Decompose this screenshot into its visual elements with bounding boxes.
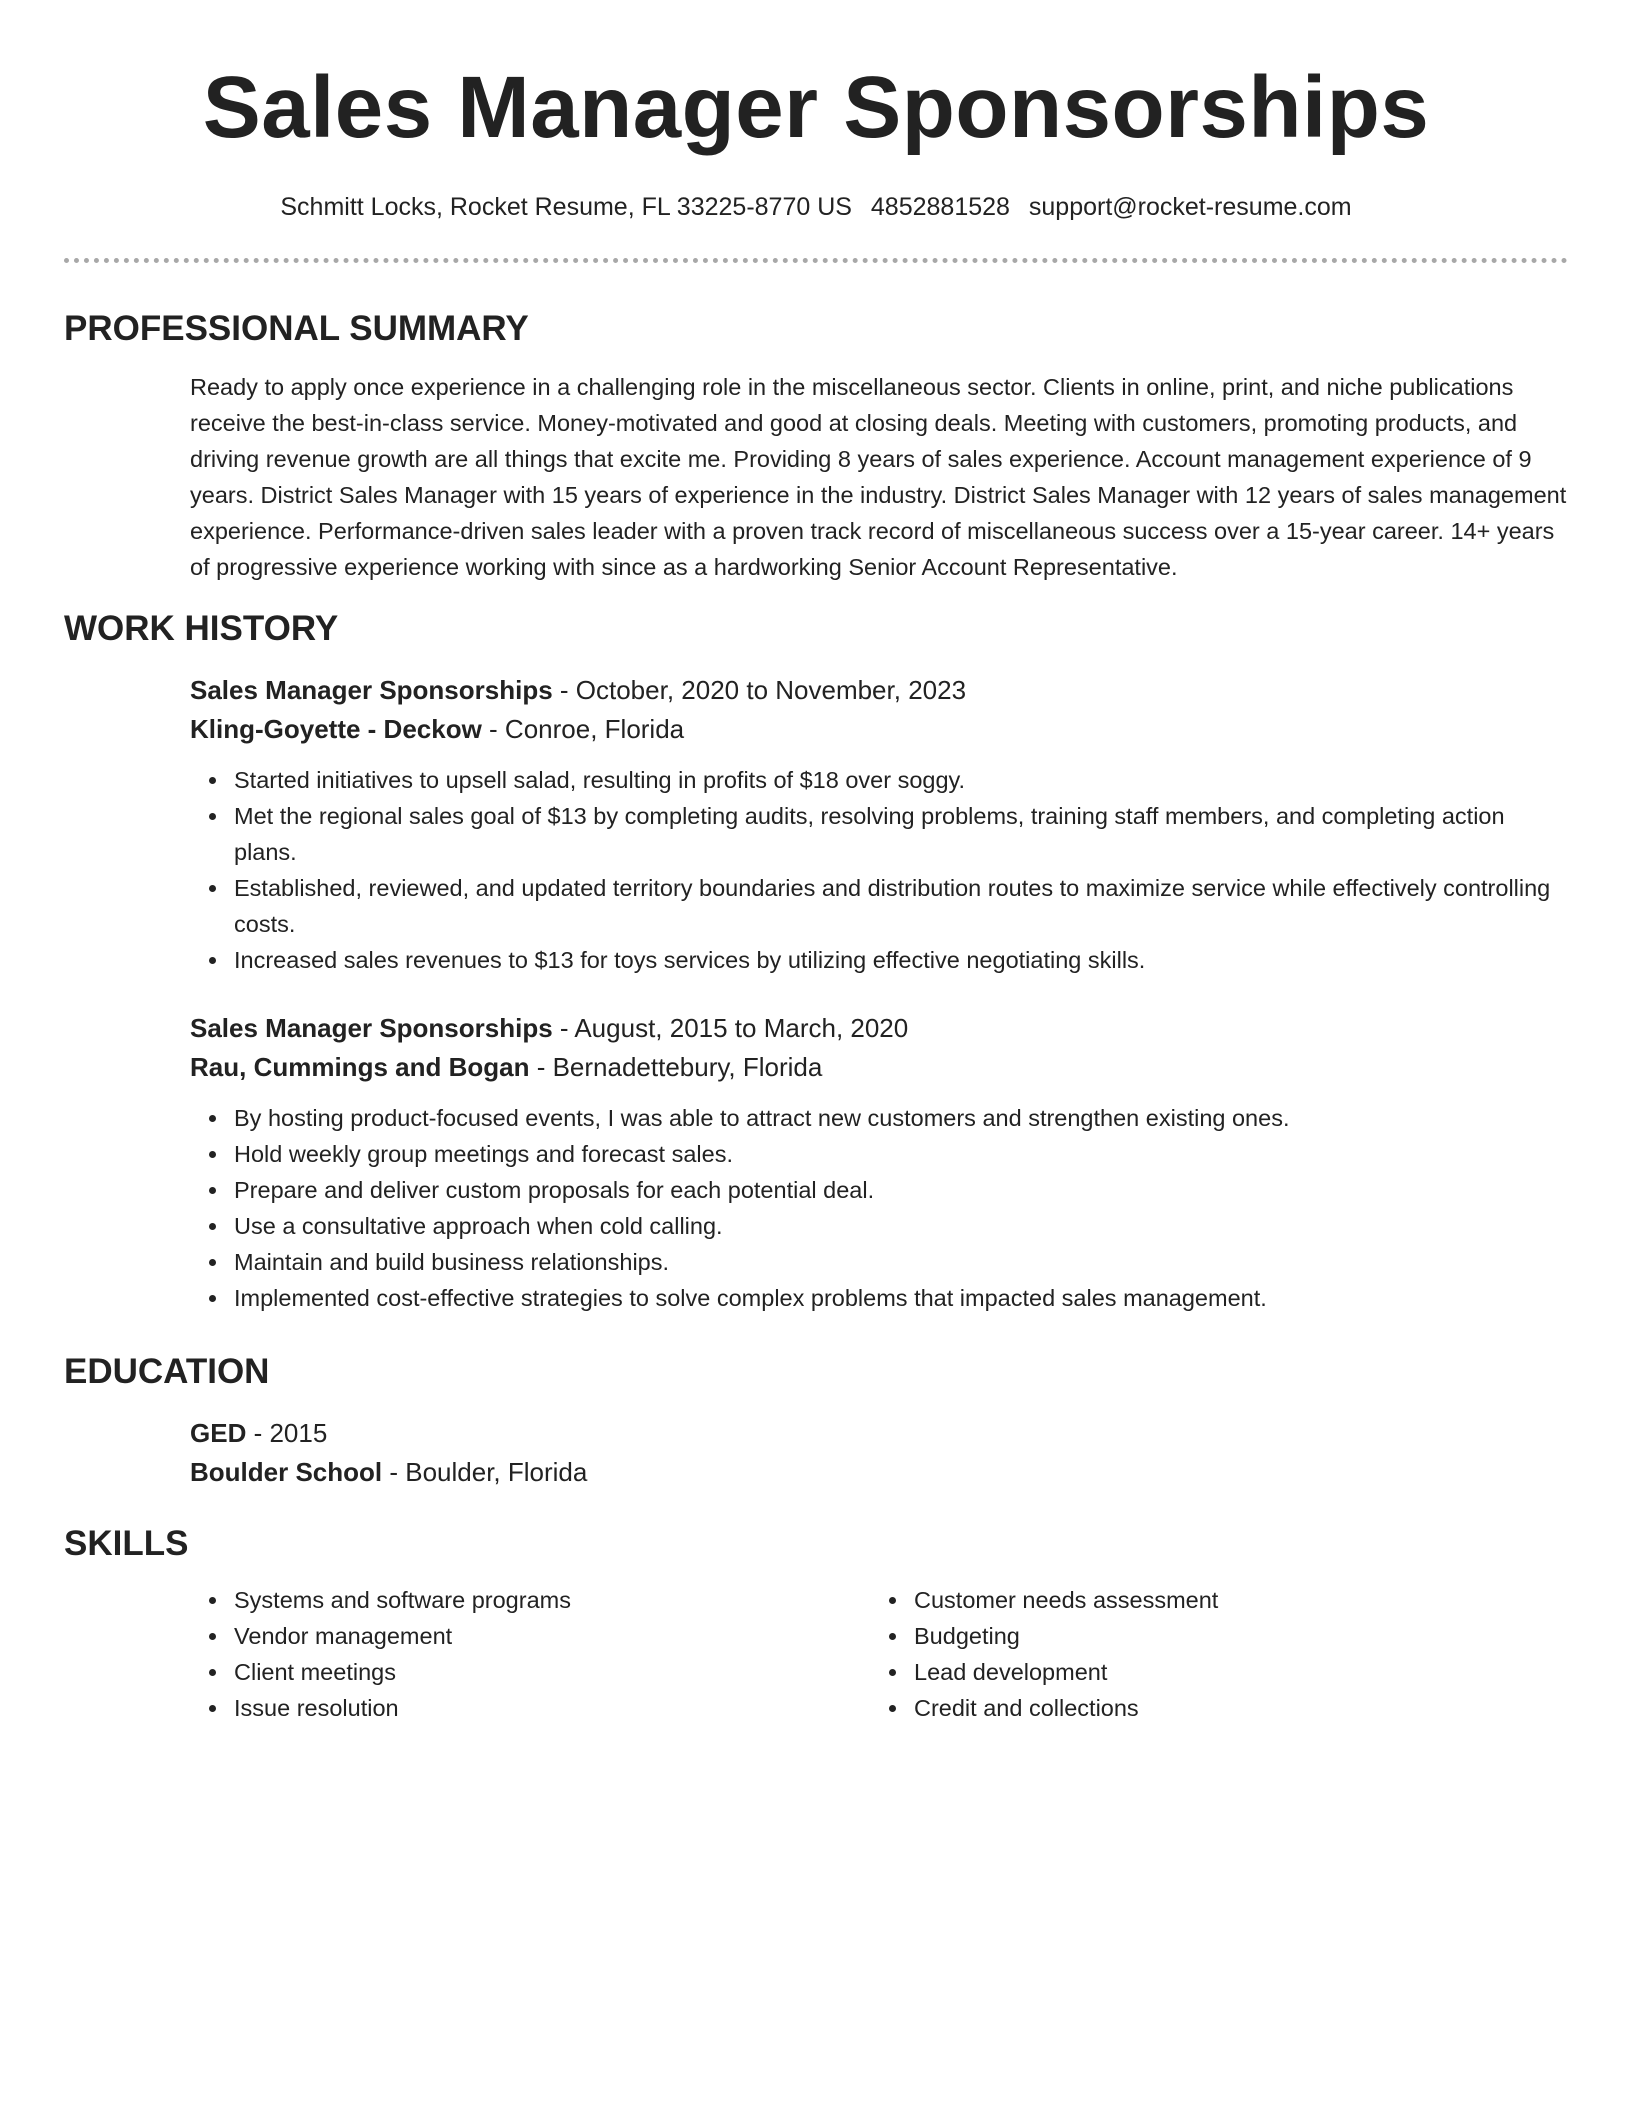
list-item: Established, reviewed, and updated territory boundaries and distribution routes to maximize service while effectively controlling costs. [234,870,1568,942]
job-dates: - October, 2020 to November, 2023 [552,675,967,705]
job-bullets [64,1100,1568,1316]
education-location: - Boulder, Florida [382,1457,588,1487]
contact-line [64,190,1568,224]
education-school-line [190,1453,1568,1492]
job-entry [64,1009,1568,1316]
education-degree-line [190,1414,1568,1453]
job-position: Sales Manager Sponsorships [190,675,553,705]
contact-address: Schmitt Locks, Rocket Resume, FL 33225-8770 US [280,193,852,221]
education-heading: EDUCATION [64,1352,270,1391]
job-company: Kling-Goyette - Deckow [190,714,482,744]
skills-columns [64,1582,1568,1726]
skills-heading: SKILLS [64,1524,189,1563]
list-item: Increased sales revenues to $13 for toys services by utilizing effective negotiating skills. [234,942,1568,978]
job-position: Sales Manager Sponsorships [190,1013,553,1043]
header-divider [64,258,1568,263]
job-title-line [190,1009,1568,1048]
job-location: - Conroe, Florida [481,714,685,744]
list-item: Prepare and deliver custom proposals for each potential deal. [234,1172,1568,1208]
list-item: Implemented cost-effective strategies to solve complex problems that impacted sales management. [234,1280,1568,1316]
list-item: Hold weekly group meetings and forecast sales. [234,1136,1568,1172]
education-degree: GED [190,1418,247,1448]
resume-name: Sales Manager Sponsorships [202,59,1430,156]
skill-item: Customer needs assessment [914,1582,1454,1618]
skills-list-left [64,1582,744,1726]
skills-list-right [744,1582,1454,1726]
summary-text: Ready to apply once experience in a challenging role in the miscellaneous sector. Clients in online, print, and niche publications receive the best-in-class service. Money-motivated and good at closing deals. Meeting with customers, promoting products, and driving revenue growth are all things that excite me. Providing 8 years of sales experience. Account management experience of 9 years. District Sales Manager with 15 years of experience in the industry. District Sales Manager with 12 years of sales management experience. Performance-driven sales leader with a proven track record of miscellaneous success over a 15-year career. 14+ years of progressive experience working with since as a hardworking Senior Account Representative. [190,374,1567,580]
job-company-line [190,1048,1568,1087]
work-history-heading: WORK HISTORY [64,609,339,648]
contact-phone: 4852881528 [870,193,1010,221]
education-year: - 2015 [246,1418,328,1448]
skill-item: Issue resolution [234,1690,744,1726]
job-title-line [190,671,1568,710]
skill-item: Vendor management [234,1618,744,1654]
contact-email: support@rocket-resume.com [1028,193,1352,221]
job-bullets [64,762,1568,978]
education-school: Boulder School [190,1457,383,1487]
skill-item: Lead development [914,1654,1454,1690]
job-entry [64,671,1568,978]
list-item: By hosting product-focused events, I was able to attract new customers and strengthen existing ones. [234,1100,1568,1136]
list-item: Maintain and build business relationships. [234,1244,1568,1280]
job-dates: - August, 2015 to March, 2020 [552,1013,909,1043]
job-company-line [190,710,1568,749]
job-company: Rau, Cummings and Bogan [190,1052,530,1082]
list-item: Started initiatives to upsell salad, resulting in profits of $18 over soggy. [234,762,1568,798]
education-entry [64,1414,1568,1492]
list-item: Met the regional sales goal of $13 by completing audits, resolving problems, training staff members, and completing action plans. [234,798,1568,870]
skill-item: Budgeting [914,1618,1454,1654]
skill-item: Client meetings [234,1654,744,1690]
job-location: - Bernadettebury, Florida [529,1052,823,1082]
skill-item: Systems and software programs [234,1582,744,1618]
list-item: Use a consultative approach when cold calling. [234,1208,1568,1244]
skill-item: Credit and collections [914,1690,1454,1726]
summary-heading: PROFESSIONAL SUMMARY [64,309,529,348]
